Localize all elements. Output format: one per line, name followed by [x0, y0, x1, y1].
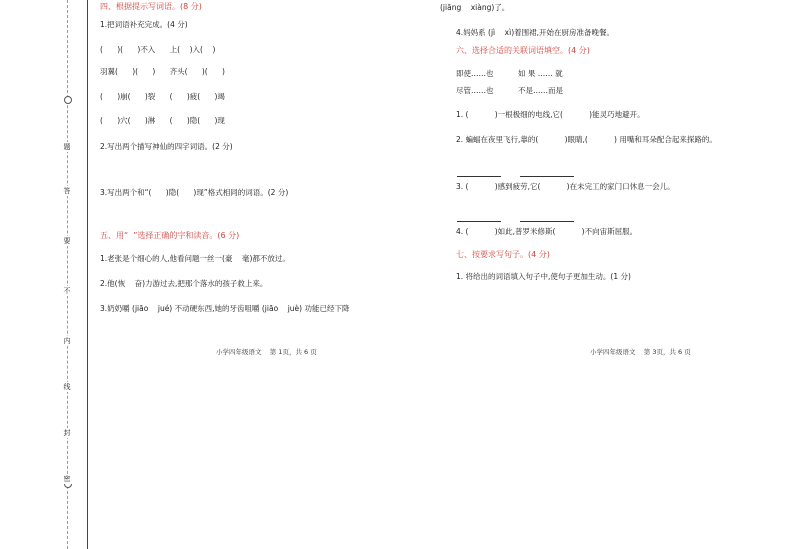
conjunction-option: 即使……也 [456, 69, 494, 78]
answer-line [457, 176, 501, 177]
page-footer-left: 小学四年级语文 第 1页，共 6 页 [216, 348, 317, 356]
margin-char: 内 [63, 337, 71, 345]
conjunction-option: 如 果 …… 就 [518, 69, 563, 78]
section-5-question-2: 2.他(恢 奋)力游过去,把那个落水的孩子救上来。 [100, 279, 268, 288]
section-7-title: 七、按要求写句子。(4 分) [456, 250, 550, 259]
section-6-question-1: 1. ( )一根极细的电线,它( )能灵巧地避开。 [456, 110, 645, 119]
section-6-title: 六、选择合适的关联词语填空。(4 分) [456, 46, 590, 55]
question-1-prompt: 1.把词语补充完成。(4 分) [100, 20, 188, 29]
question-1-row: ( )( )不入 上( )入( ) [100, 45, 216, 54]
section-7-question-1: 1. 将给出的词语填入句子中,使句子更加生动。(1 分) [456, 272, 631, 281]
answer-line [520, 176, 574, 177]
section-6-question-4: 4. ( )如此,普罗米修斯( )不向宙斯屈服。 [456, 227, 638, 236]
section-4-title: 四、根据提示写词语。(8 分) [100, 2, 202, 11]
binding-solid-line [87, 0, 88, 549]
section-5-question-1: 1.老张是个细心的人,他看问题一丝一(豪 毫)都不放过。 [100, 254, 290, 263]
margin-char: 题 [63, 143, 71, 151]
section-5-question-3: 3.奶奶嚼 (jiāo jué) 不动硬东西,她的牙齿咀嚼 (jiāo juè) 功能已经下降 [100, 304, 350, 313]
margin-char: 要 [63, 237, 71, 245]
question-2-prompt: 2.写出两个描写神仙的四字词语。(2 分) [100, 142, 233, 151]
question-1-row: ( )穴( )淋 ( )隐( )现 [100, 116, 225, 125]
section-6-question-2: 2. 蝙蝠在夜里飞行,靠的( )眼睛,( ) 用嘴和耳朵配合起来探路的。 [456, 135, 717, 144]
margin-char: 封 [63, 429, 71, 437]
conjunction-option: 不是……而是 [518, 86, 563, 95]
answer-line [520, 221, 574, 222]
margin-char: 答 [63, 187, 71, 195]
question-1-row: ( )崩( )裂 ( )疲( )竭 [100, 92, 225, 101]
section-5-question-4: 4.妈妈系 (jì xì)着围裙,开始在厨房准备晚餐。 [456, 28, 615, 37]
continued-pinyin: (jiāng xiàng)了。 [440, 3, 510, 12]
margin-char: 密 [63, 475, 71, 483]
section-6-question-3: 3. ( )感到疲劳,它( )在未完工的家门口休息一会儿。 [456, 182, 675, 191]
binding-hole-top [64, 96, 72, 104]
page-footer-right: 小学四年级语文 第 3页，共 6 页 [590, 348, 691, 356]
binding-dashed-line [67, 0, 68, 549]
section-5-title: 五、用“ ”选择正确的字和读音。(6 分) [100, 231, 240, 240]
question-3-prompt: 3.写出两个和“( )隐( )现”格式相同的词语。(2 分) [100, 188, 289, 197]
conjunction-option: 尽管……也 [456, 86, 494, 95]
answer-line [457, 221, 501, 222]
question-1-row: 羽翼( )( ) 齐头( )( ) [100, 67, 225, 76]
margin-char: 不 [63, 287, 71, 295]
margin-char: 线 [63, 383, 71, 391]
